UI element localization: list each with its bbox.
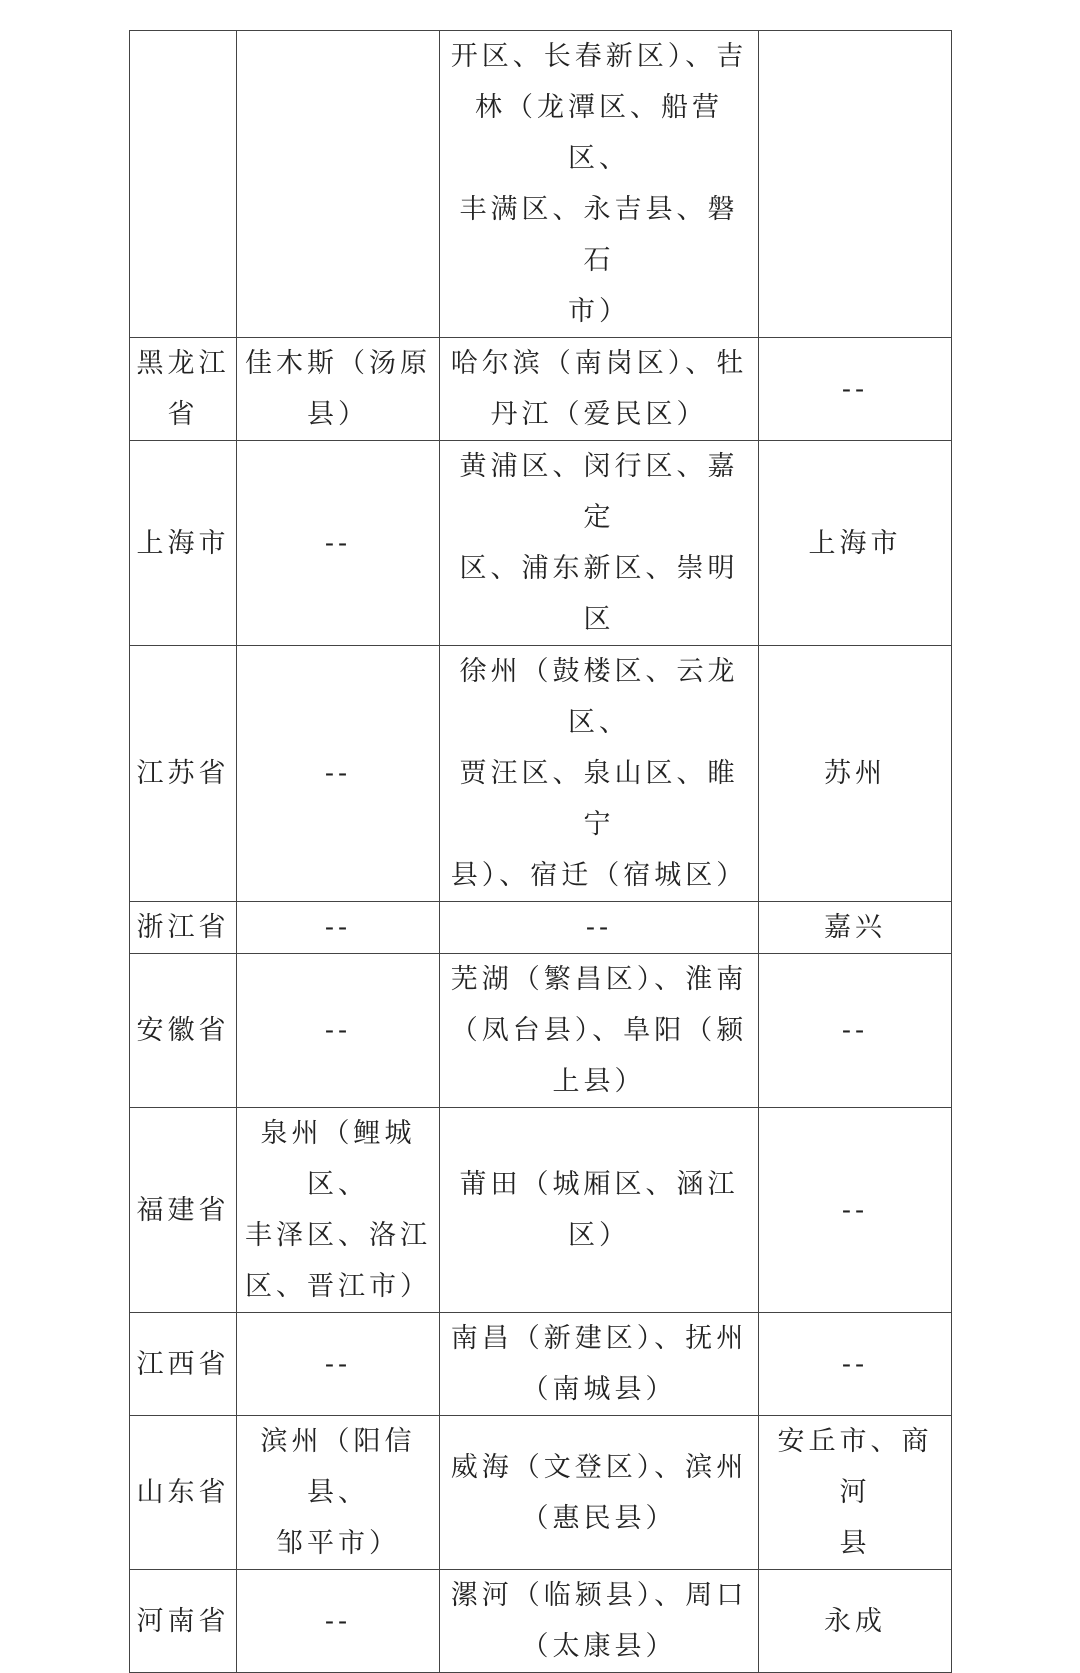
table-row <box>130 646 952 902</box>
table-row <box>130 1108 952 1313</box>
province-cell: 黑龙江 省 <box>130 338 237 441</box>
col3-cell: 徐州（鼓楼区、云龙区、 贾汪区、泉山区、睢宁 县）、宿迁（宿城区） <box>440 646 759 902</box>
col4-cell: -- <box>759 1313 952 1416</box>
table-row <box>130 1313 952 1416</box>
table-row <box>130 338 952 441</box>
col4-cell: 安丘市、商河 县 <box>759 1416 952 1570</box>
col4-cell: 嘉兴 <box>759 902 952 954</box>
col2-cell: 佳木斯（汤原 县） <box>237 338 440 441</box>
table-row <box>130 954 952 1108</box>
col3-cell: 黄浦区、闵行区、嘉定 区、浦东新区、崇明区 <box>440 441 759 646</box>
province-cell: 福建省 <box>130 1108 237 1313</box>
col4-cell: -- <box>759 338 952 441</box>
col4-cell: 上海市 <box>759 441 952 646</box>
col2-cell: -- <box>237 902 440 954</box>
col3-cell: 哈尔滨（南岗区）、牡 丹江（爱民区） <box>440 338 759 441</box>
province-cell: 上海市 <box>130 441 237 646</box>
col2-cell: -- <box>237 1570 440 1673</box>
province-cell: 浙江省 <box>130 902 237 954</box>
col3-cell: 南昌（新建区）、抚州 （南城县） <box>440 1313 759 1416</box>
table-row <box>130 31 952 338</box>
col2-cell: -- <box>237 646 440 902</box>
province-cell: 河南省 <box>130 1570 237 1673</box>
col3-cell: 开区、长春新区）、吉 林（龙潭区、船营区、 丰满区、永吉县、磐石 市） <box>440 31 759 338</box>
col2-cell <box>237 31 440 338</box>
col4-cell: -- <box>759 1108 952 1313</box>
table-row <box>130 1570 952 1673</box>
col2-cell: -- <box>237 441 440 646</box>
col2-cell: 泉州（鲤城区、 丰泽区、洛江 区、晋江市） <box>237 1108 440 1313</box>
col4-cell: 永成 <box>759 1570 952 1673</box>
col4-cell: -- <box>759 954 952 1108</box>
col3-cell: 芜湖（繁昌区）、淮南 （凤台县）、阜阳（颍 上县） <box>440 954 759 1108</box>
table-row <box>130 902 952 954</box>
col2-cell: -- <box>237 1313 440 1416</box>
col3-cell: 莆田（城厢区、涵江区） <box>440 1108 759 1313</box>
col3-cell: 漯河（临颍县）、周口 （太康县） <box>440 1570 759 1673</box>
province-cell: 江苏省 <box>130 646 237 902</box>
col4-cell <box>759 31 952 338</box>
province-cell: 山东省 <box>130 1416 237 1570</box>
table-row <box>130 441 952 646</box>
col2-cell: -- <box>237 954 440 1108</box>
table-row <box>130 1416 952 1570</box>
pilot-region-table <box>129 30 952 1673</box>
col2-cell: 滨州（阳信县、 邹平市） <box>237 1416 440 1570</box>
province-cell: 江西省 <box>130 1313 237 1416</box>
col3-cell: 威海（文登区）、滨州 （惠民县） <box>440 1416 759 1570</box>
col4-cell: 苏州 <box>759 646 952 902</box>
col3-cell: -- <box>440 902 759 954</box>
province-cell: 安徽省 <box>130 954 237 1108</box>
province-cell <box>130 31 237 338</box>
